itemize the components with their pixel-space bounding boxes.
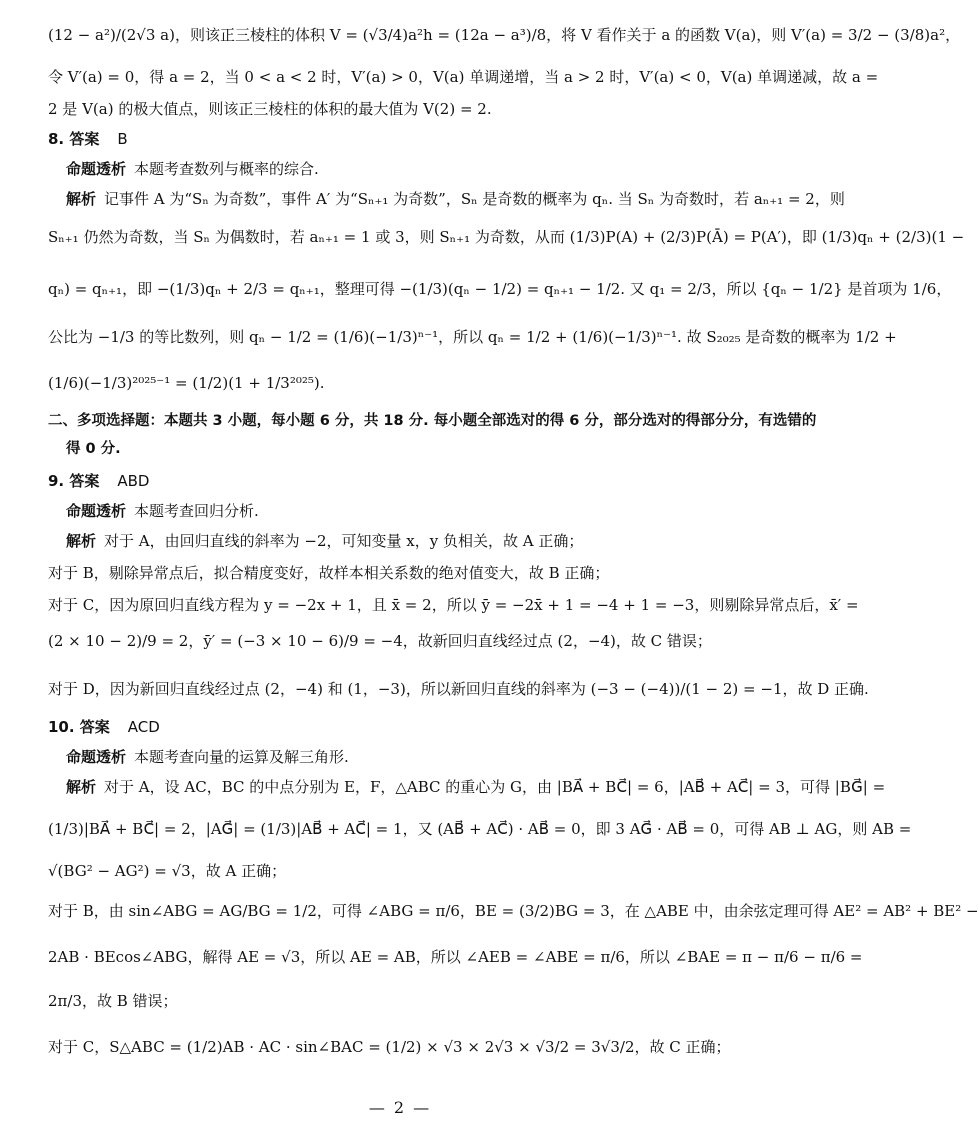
q9-analysis-line: (2 × 10 − 2)/9 = 2，ȳ′ = (−3 × 10 − 6)/9 = −4，故新回归直线经过点 (2，−4)，故 C 错误； (48, 632, 712, 650)
q10-intent: 命题透析 本题考查向量的运算及解三角形. (66, 748, 349, 766)
q8-header (48, 128, 762, 150)
section-heading-cont: 得 0 分. (66, 441, 121, 457)
q10-analysis-line: 对于 B，由 sin∠ABG = AG/BG = 1/2，可得 ∠ABG = π/6，BE = (3/2)BG = 3，在 △ABE 中，由余弦定理可得 AE² = AB² + BE² − (48, 902, 979, 920)
text-line: (12 − a²)/(2√3 a)，则该正三棱柱的体积 V = (√3/4)a²h = (12a − a³)/8，将 V 看作关于 a 的函数 V(a)，则 V′(a) = 3/2 − (3/8)a²， (48, 26, 961, 44)
q8-analysis-line: 解析 记事件 A 为“Sₙ 为奇数”，事件 A′ 为“Sₙ₊₁ 为奇数”，Sₙ 是奇数的概率为 qₙ. 当 Sₙ 为奇数时，若 aₙ₊₁ = 2，则 (66, 190, 845, 208)
q9-label: 9. 答案 (48, 472, 100, 490)
q9-analysis-line: 对于 D，因为新回归直线经过点 (2，−4) 和 (1，−3)，所以新回归直线的斜率为 (−3 − (−4))/(1 − 2) = −1，故 D 正确. (48, 680, 869, 698)
q8-answer: B (117, 130, 128, 148)
q9-answer: ABD (117, 472, 150, 490)
q8-analysis-line: (1/6)(−1/3)²⁰²⁵⁻¹ = (1/2)(1 + 1/3²⁰²⁵). (48, 374, 325, 392)
text-line: 令 V′(a) = 0，得 a = 2，当 0 < a < 2 时，V′(a) > 0，V(a) 单调递增，当 a > 2 时，V′(a) < 0，V(a) 单调递减，故 a = (48, 68, 879, 86)
q10-analysis-line: (1/3)|BA⃗ + BC⃗| = 2，|AG⃗| = (1/3)|AB⃗ + AC⃗| = 1，又 (AB⃗ + AC⃗) · AB⃗ = 0，即 3 AG⃗ · AB⃗ = 0，可得 AB ⊥ AG，则 AB = (48, 820, 912, 838)
q10-analysis-line: 2AB · BEcos∠ABG，解得 AE = √3，所以 AE = AB，所以 ∠AEB = ∠ABE = π/6，所以 ∠BAE = π − π/6 − π/6 = (48, 948, 863, 966)
q9-header (48, 470, 762, 492)
q10-analysis-line: 2π/3，故 B 错误； (48, 992, 178, 1010)
q10-header (48, 716, 762, 738)
q8-analysis-line: qₙ) = qₙ₊₁，即 −(1/3)qₙ + 2/3 = qₙ₊₁，整理可得 −(1/3)(qₙ − 1/2) = qₙ₊₁ − 1/2. 又 q₁ = 2/3，所以 {qₙ − 1/2} 是首项为 1/6， (48, 280, 952, 298)
q10-analysis-line: √(BG² − AG²) = √3，故 A 正确； (48, 862, 287, 880)
q10-answer: ACD (127, 718, 160, 736)
q9-analysis-line: 对于 B，剔除异常点后，拟合精度变好，故样本相关系数的绝对值变大，故 B 正确； (48, 564, 610, 582)
q8-analysis-line: 公比为 −1/3 的等比数列，则 qₙ − 1/2 = (1/6)(−1/3)ⁿ⁻¹，所以 qₙ = 1/2 + (1/6)(−1/3)ⁿ⁻¹. 故 S₂₀₂₅ 是奇数的概率为 1/2 + (48, 328, 897, 346)
q8-analysis-line: Sₙ₊₁ 仍然为奇数，当 Sₙ 为偶数时，若 aₙ₊₁ = 1 或 3，则 Sₙ₊₁ 为奇数，从而 (1/3)P(A) + (2/3)P(Ā) = P(A′)，即 (1/3)qₙ + (2/3)(1 − (48, 228, 965, 246)
q10-analysis-line: 解析 对于 A，设 AC，BC 的中点分别为 E，F，△ABC 的重心为 G，由 |BA⃗ + BC⃗| = 6，|AB⃗ + AC⃗| = 3，可得 |BG⃗| = (66, 778, 886, 796)
q9-intent: 命题透析 本题考查回归分析. (66, 502, 259, 520)
q10-analysis-line: 对于 C，S△ABC = (1/2)AB · AC · sin∠BAC = (1/2) × √3 × 2√3 × √3/2 = 3√3/2，故 C 正确； (48, 1038, 731, 1056)
section-heading: 二、多项选择题：本题共 3 小题，每小题 6 分，共 18 分. 每小题全部选对的得 6 分，部分选对的得部分分，有选错的 (48, 413, 817, 429)
q8-label: 8. 答案 (48, 130, 100, 148)
q10-label: 10. 答案 (48, 718, 110, 736)
q9-analysis-line: 对于 C，因为原回归直线方程为 y = −2x + 1，且 x̄ = 2，所以 ȳ = −2x̄ + 1 = −4 + 1 = −3，则剔除异常点后，x̄′ = (48, 596, 859, 614)
q9-analysis-line: 解析 对于 A，由回归直线的斜率为 −2，可知变量 x，y 负相关，故 A 正确； (66, 532, 584, 550)
q8-intent: 命题透析 本题考查数列与概率的综合. (66, 160, 319, 178)
text-line: 2 是 V(a) 的极大值点，则该正三棱柱的体积的最大值为 V(2) = 2. (48, 100, 492, 118)
page-number: — 2 — (368, 1098, 432, 1117)
